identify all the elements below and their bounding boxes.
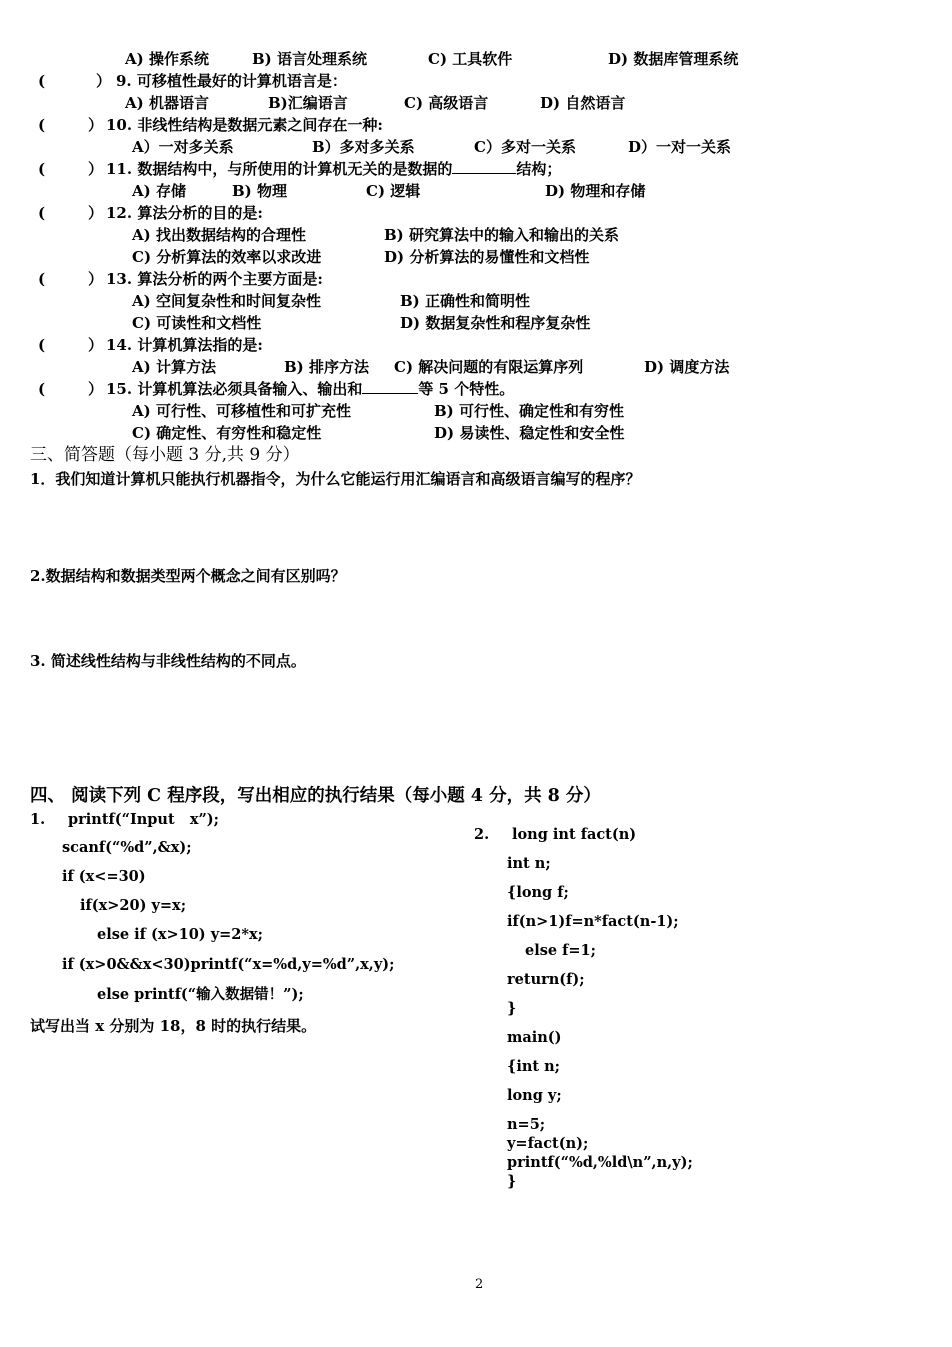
q11-stem bbox=[106, 160, 561, 178]
q13-open-paren: ( bbox=[38, 270, 46, 288]
program1-line: if (x<=30) bbox=[62, 868, 146, 885]
section3-heading: 三、简答题（每小题 3 分,共 9 分） bbox=[30, 445, 300, 465]
q14-open-paren: ( bbox=[38, 336, 46, 354]
program2-line: long y; bbox=[507, 1087, 562, 1104]
q12-option-b: B) 研究算法中的输入和输出的关系 bbox=[384, 226, 619, 244]
program2-line: } bbox=[507, 1173, 517, 1190]
q8-option-d: D) 数据库管理系统 bbox=[608, 50, 739, 68]
program1-line: else if (x>10) y=2*x; bbox=[97, 926, 263, 943]
program2-line: int n; bbox=[507, 855, 551, 872]
program2-line: if(n>1)f=n*fact(n-1); bbox=[507, 913, 679, 930]
q9-option-a: A) 机器语言 bbox=[125, 94, 209, 112]
program1-line: if(x>20) y=x; bbox=[80, 897, 187, 914]
section4-heading: 四、 阅读下列 C 程序段，写出相应的执行结果（每小题 4 分，共 8 分） bbox=[30, 786, 601, 806]
q14-option-a: A) 计算方法 bbox=[132, 358, 216, 376]
q10-option-a: A）一对多关系 bbox=[132, 138, 234, 156]
q11-option-a: A) 存储 bbox=[132, 182, 186, 200]
q15-close-paren: ） bbox=[88, 380, 104, 398]
program1-line: printf(“Input x”); bbox=[68, 811, 220, 828]
q9-open-paren: ( bbox=[38, 72, 46, 90]
q15-option-c: C) 确定性、有穷性和稳定性 bbox=[132, 424, 322, 442]
q12-open-paren: ( bbox=[38, 204, 46, 222]
q15-open-paren: ( bbox=[38, 380, 46, 398]
q10-stem: 10. 非线性结构是数据元素之间存在一种: bbox=[106, 116, 383, 134]
section3-q1: 1．我们知道计算机只能执行机器指令，为什么它能运行用汇编语言和高级语言编写的程序？ bbox=[30, 470, 641, 488]
q9-option-b: B)汇编语言 bbox=[268, 94, 348, 112]
program1-question: 试写出当 x 分别为 18，8 时的执行结果。 bbox=[30, 1017, 317, 1035]
q15-option-a: A) 可行性、可移植性和可扩充性 bbox=[132, 402, 351, 420]
section3-q3: 3. 简述线性结构与非线性结构的不同点。 bbox=[30, 652, 306, 670]
q15-stem-text: 15. 计算机算法必须具备输入、输出和 bbox=[106, 380, 363, 398]
program2-line: return(f); bbox=[507, 971, 585, 988]
q10-option-c: C）多对一关系 bbox=[474, 138, 576, 156]
program2-line: } bbox=[507, 1000, 517, 1017]
q8-option-c: C) 工具软件 bbox=[428, 50, 513, 68]
q15-answer-blank bbox=[362, 393, 418, 394]
q14-option-b: B) 排序方法 bbox=[284, 358, 369, 376]
q11-open-paren: ( bbox=[38, 160, 46, 178]
program1-number: 1. bbox=[30, 811, 46, 828]
q13-option-b: B) 正确性和简明性 bbox=[400, 292, 530, 310]
q11-option-d: D) 物理和存储 bbox=[545, 182, 646, 200]
program2-line: {int n; bbox=[507, 1058, 561, 1075]
program2-line: printf(“%d,%ld\n”,n,y); bbox=[507, 1154, 693, 1171]
q15-option-d: D) 易读性、稳定性和安全性 bbox=[434, 424, 625, 442]
q12-option-c: C) 分析算法的效率以求改进 bbox=[132, 248, 322, 266]
program2-line: else f=1; bbox=[525, 942, 596, 959]
q10-option-b: B）多对多关系 bbox=[312, 138, 415, 156]
program2-line: long int fact(n) bbox=[512, 826, 637, 843]
q10-close-paren: ） bbox=[88, 116, 104, 134]
q14-stem: 14. 计算机算法指的是: bbox=[106, 336, 263, 354]
q15-option-b: B) 可行性、确定性和有穷性 bbox=[434, 402, 624, 420]
q8-option-b: B) 语言处理系统 bbox=[252, 50, 367, 68]
q12-close-paren: ） bbox=[88, 204, 104, 222]
page-number: 2 bbox=[475, 1277, 484, 1292]
q13-close-paren: ） bbox=[88, 270, 104, 288]
program2-number: 2. bbox=[474, 826, 490, 843]
program2-line: {long f; bbox=[507, 884, 569, 901]
q11-option-c: C) 逻辑 bbox=[366, 182, 421, 200]
q10-option-d: D）一对一关系 bbox=[628, 138, 732, 156]
q14-close-paren: ） bbox=[88, 336, 104, 354]
q11-close-paren: ） bbox=[88, 160, 104, 178]
q13-option-a: A) 空间复杂性和时间复杂性 bbox=[132, 292, 321, 310]
q11-stem-after: 结构； bbox=[516, 160, 562, 178]
program1-line: scanf(“%d”,&x); bbox=[62, 839, 192, 856]
q12-option-d: D) 分析算法的易懂性和文档性 bbox=[384, 248, 590, 266]
q9-close-paren: ） bbox=[96, 72, 112, 90]
program2-line: y=fact(n); bbox=[507, 1135, 589, 1152]
q15-stem bbox=[106, 380, 514, 398]
program1-line: if (x>0&&x<30)printf(“x=%d,y=%d”,x,y); bbox=[62, 956, 395, 973]
q10-open-paren: ( bbox=[38, 116, 46, 134]
q12-stem: 12. 算法分析的目的是: bbox=[106, 204, 263, 222]
q14-option-d: D) 调度方法 bbox=[644, 358, 730, 376]
q13-option-d: D) 数据复杂性和程序复杂性 bbox=[400, 314, 591, 332]
q11-stem-text: 11. 数据结构中，与所使用的计算机无关的是数据的 bbox=[106, 160, 453, 178]
q13-stem: 13. 算法分析的两个主要方面是: bbox=[106, 270, 323, 288]
q8-option-a: A) 操作系统 bbox=[125, 50, 209, 68]
q13-option-c: C) 可读性和文档性 bbox=[132, 314, 262, 332]
program2-line: main() bbox=[507, 1029, 562, 1046]
program2-line: n=5; bbox=[507, 1116, 546, 1133]
section3-q2: 2.数据结构和数据类型两个概念之间有区别吗？ bbox=[30, 567, 346, 585]
q15-stem-after: 等 5 个特性。 bbox=[418, 380, 515, 398]
q11-answer-blank bbox=[452, 173, 516, 174]
q9-option-d: D) 自然语言 bbox=[540, 94, 626, 112]
q11-option-b: B) 物理 bbox=[232, 182, 287, 200]
q14-option-c: C) 解决问题的有限运算序列 bbox=[394, 358, 584, 376]
q12-option-a: A) 找出数据结构的合理性 bbox=[132, 226, 306, 244]
program1-line: else printf(“输入数据错！”); bbox=[97, 986, 304, 1003]
q9-option-c: C) 高级语言 bbox=[404, 94, 489, 112]
q9-stem: 9. 可移植性最好的计算机语言是： bbox=[116, 72, 347, 90]
